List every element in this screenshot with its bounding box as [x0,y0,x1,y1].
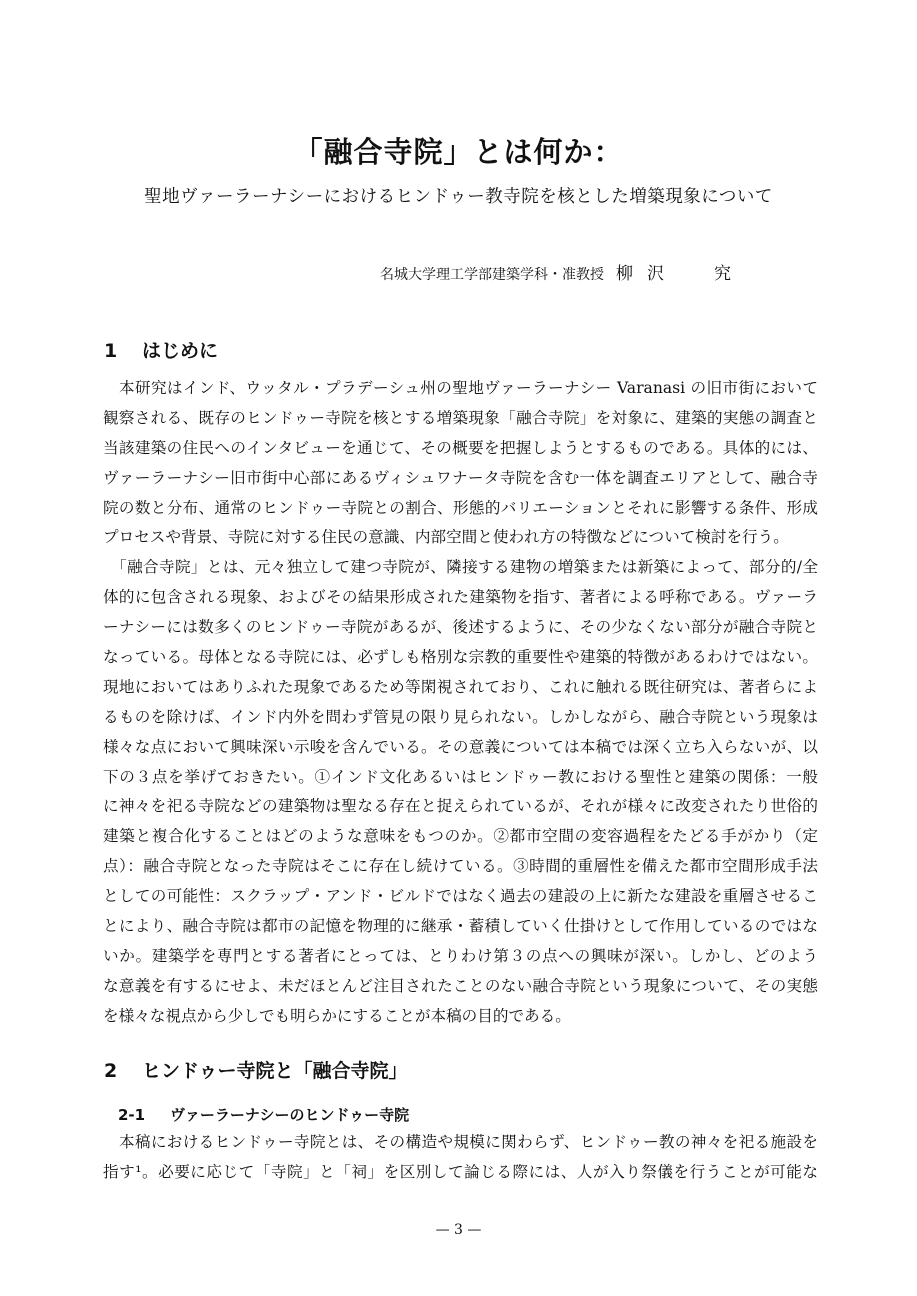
paragraph-line: なっている。母体となる寺院には、必ずしも格別な宗教的重要性や建築的特徴があるわけではない。 [103,648,818,667]
section-1-number: 1 [104,340,118,362]
author-family-name: 柳沢 [616,264,678,284]
paragraph-line: 「融合寺院」とは、元々独立して建つ寺院が、隣接する建物の増築または新築によって、部分的/全 [103,558,818,577]
author-affiliation: 名城大学理工学部建築学科・准教授 [380,267,604,283]
section-1-heading [104,336,218,363]
paragraph-line: 院の数と分布、通常のヒンドゥー寺院との割合、形態的バリエーションとそれに影響する条件、形成 [103,498,818,517]
paragraph-line: 指す¹。必要に応じて「寺院」と「祠」を区別して論じる際には、人が入り祭儀を行うことが可能な [103,1162,818,1181]
author-given-name: 究 [714,264,731,284]
subsection-2-1-body [103,1128,818,1188]
paper-title: 「融合寺院」とは何か： [293,135,624,169]
paragraph-line: プロセスや背景、寺院に対する住民の意識、内部空間と使われ方の特徴などについて検討を行う。 [103,528,789,547]
paragraph-line: 当該建築の住民へのインタビューを通じて、その概要を把握しようとするものである。具体的には、 [103,438,818,457]
paragraph-line: に神々を祀る寺院などの建築物は聖なる存在と捉えられているが、それが様々に改変されたり世俗的 [103,797,818,816]
page-number: — 3 — [435,1222,482,1238]
subsection-2-1-number: 2-1 [118,1106,146,1124]
author-line [380,259,800,284]
section-2-heading [104,1056,408,1083]
section-2-title: ヒンドゥー寺院と「融合寺院」 [142,1060,408,1082]
paragraph-line: 建築と複合化することはどのような意味をもつのか。②都市空間の変容過程をたどる手がかり（定 [103,827,818,846]
section-1-title: はじめに [142,340,219,362]
paragraph-line: 点）：融合寺院となった寺院はそこに存在し続けている。③時間的重層性を備えた都市空間形成手法 [103,857,818,876]
paragraph-line: 観察される、既存のヒンドゥー寺院を核とする増築現象「融合寺院」を対象に、建築的実態の調査と [103,408,818,427]
section-1-body [103,374,818,1032]
paragraph-line: ーナシーには数多くのヒンドゥー寺院があるが、後述するように、その少なくない部分が融合寺院と [103,618,818,637]
paragraph-line: 体的に包含される現象、およびその結果形成された建築物を指す、著者による呼称である。ヴァーラ [103,588,818,607]
paragraph-line: とにより、融合寺院は都市の記憶を物理的に継承・蓄積していく仕掛けとして作用しているのではな [103,917,818,936]
paragraph-line: 本稿におけるヒンドゥー寺院とは、その構造や規模に関わらず、ヒンドゥー教の神々を祀る施設を [103,1133,818,1151]
paragraph-line: ヴァーラーナシー旧市街中心部にあるヴィシュワナータ寺院を含む一体を調査エリアとして、融合寺 [103,468,818,487]
paragraph-line: としての可能性：スクラップ・アンド・ビルドではなく過去の建設の上に新たな建設を重層させるこ [103,887,818,906]
paragraph-line: を様々な視点から少しでも明らかにすることが本稿の目的である。 [103,1006,571,1025]
section-2-number: 2 [104,1060,118,1082]
subsection-2-1-heading [118,1104,409,1125]
paragraph-line: 本研究はインド、ウッタル・プラデーシュ州の聖地ヴァーラーナシー Varanasi の旧市街において [103,379,818,397]
paragraph-line: 様々な点において興味深い示唆を含んでいる。その意義については本稿では深く立ち入らないが、以 [103,737,818,756]
paragraph-line: な意義を有するにせよ、未だほとんど注目されたことのない融合寺院という現象について、その実態 [103,976,818,995]
paragraph-line: 下の３点を挙げておきたい。①インド文化あるいはヒンドゥー教における聖性と建築の関係：一般 [103,767,818,786]
paragraph-line: るものを除けば、インド内外を問わず管見の限り見られない。しかしながら、融合寺院という現象は [103,707,818,726]
paragraph-line: 現地においてはありふれた現象であるため等閑視されており、これに触れる既往研究は、著者らによ [103,677,818,696]
subsection-2-1-title: ヴァーラーナシーのヒンドゥー寺院 [170,1106,410,1124]
paragraph-line: いか。建築学を専門とする著者にとっては、とりわけ第３の点への興味が深い。しかし、どのよう [103,946,818,965]
paper-subtitle: 聖地ヴァーラーナシーにおけるヒンドゥー教寺院を核とした増築現象について [144,187,773,207]
